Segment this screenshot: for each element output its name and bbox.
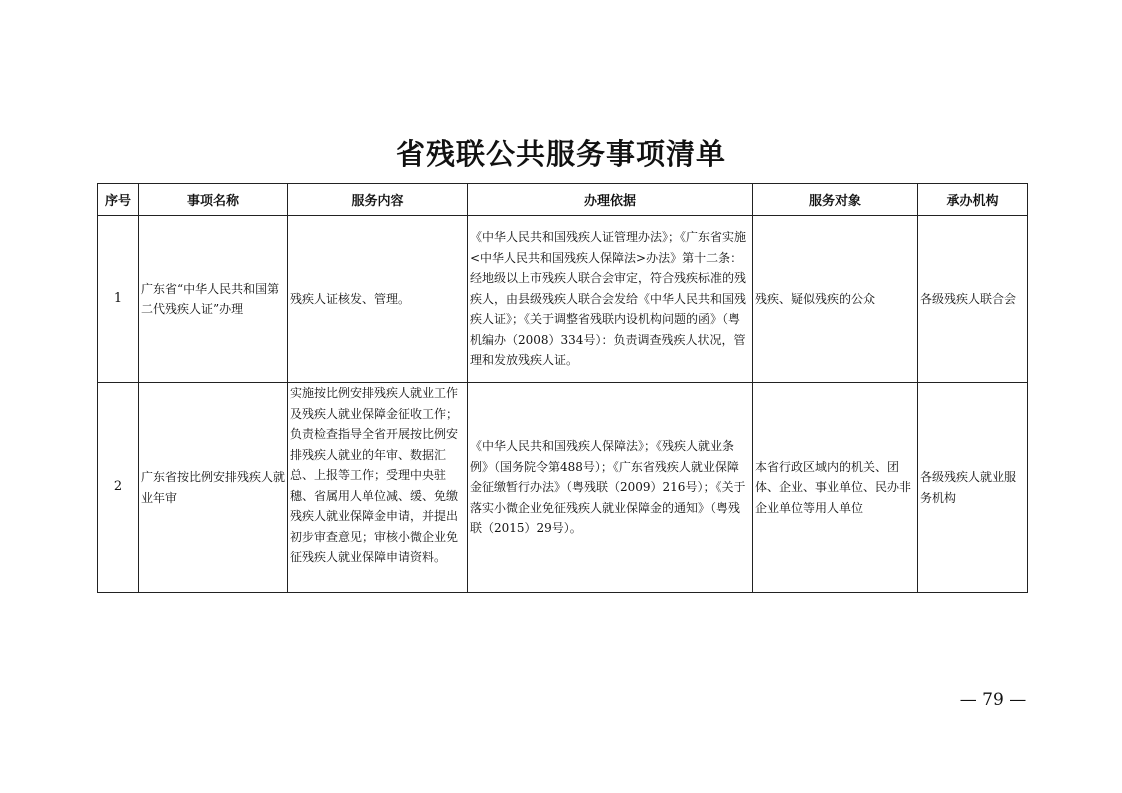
- header-service-content: 服务内容: [288, 184, 468, 216]
- row-service-target: 本省行政区域内的机关、团体、企业、事业单位、民办非企业单位等用人单位: [753, 383, 918, 593]
- header-legal-basis: 办理依据: [468, 184, 753, 216]
- row-service-target: 残疾、疑似残疾的公众: [753, 216, 918, 383]
- row-legal-basis: 《中华人民共和国残疾人保障法》；《残疾人就业条例》（国务院令第488号）；《广东省残疾人就业保障金征缴暂行办法》（粤残联（2009）216号）；《关于落实小微企业免征残疾人就业保障金的通知》（粤残联（2015）29号）。: [468, 383, 753, 593]
- row-item-name: 广东省按比例安排残疾人就业年审: [139, 383, 288, 593]
- header-item-name: 事项名称: [139, 184, 288, 216]
- header-service-target: 服务对象: [753, 184, 918, 216]
- header-no: 序号: [98, 184, 139, 216]
- table-row: [98, 383, 1028, 593]
- row-service-content: 实施按比例安排残疾人就业工作及残疾人就业保障金征收工作；负责检查指导全省开展按比例安排残疾人就业的年审、数据汇总、上报等工作；受理中央驻穗、省属用人单位减、缓、免缴残疾人就业保障金申请，并提出初步审查意见；审核小微企业免征残疾人就业保障申请资料。: [288, 383, 468, 593]
- table-header-row: [98, 184, 1028, 216]
- row-service-content: 残疾人证核发、管理。: [288, 216, 468, 383]
- document-title: 省残联公共服务事项清单: [395, 137, 726, 171]
- row-legal-basis: 《中华人民共和国残疾人证管理办法》；《广东省实施<中华人民共和国残疾人保障法>办法》第十二条：经地级以上市残疾人联合会审定，符合残疾标准的残疾人，由县级残疾人联合会发给《中华人民共和国残疾人证》；《关于调整省残联内设机构问题的函》（粤机编办（2008）334号）：负责调查残疾人状况，管理和发放残疾人证。: [468, 216, 753, 383]
- row-no: 2: [98, 383, 139, 593]
- table-row: [98, 216, 1028, 383]
- header-agency: 承办机构: [918, 184, 1028, 216]
- service-items-table: [97, 183, 1028, 593]
- page-number: — 79 —: [959, 690, 1027, 710]
- row-no: 1: [98, 216, 139, 383]
- row-item-name: 广东省“中华人民共和国第二代残疾人证”办理: [139, 216, 288, 383]
- row-agency: 各级残疾人联合会: [918, 216, 1028, 383]
- row-agency: 各级残疾人就业服务机构: [918, 383, 1028, 593]
